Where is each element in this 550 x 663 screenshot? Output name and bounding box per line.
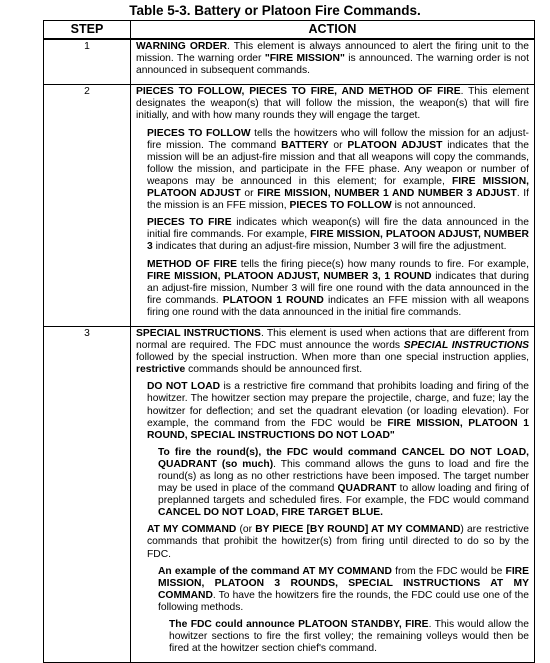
text-run: followed by the special instruction. When more than one special instruction applies,	[136, 352, 529, 364]
table-row	[44, 85, 535, 327]
table-row	[44, 39, 535, 85]
action-cell	[131, 39, 535, 85]
bold-text-run: SPECIAL INSTRUCTIONS	[403, 340, 529, 352]
action-cell	[131, 85, 535, 327]
bold-text-run: BATTERY	[281, 139, 329, 151]
action-paragraph	[147, 381, 529, 441]
action-paragraph	[158, 566, 529, 614]
bold-text-run: PLATOON 1 ROUND	[222, 294, 324, 306]
text-run: ) are restrictive commands that prohibit the howitzer(s) from firing until directed to do so by the FDC.	[147, 524, 530, 560]
text-run: is not announced.	[391, 200, 476, 212]
text-run: indicates that during an adjust-fire mission, Number 3 will fire the adjustment.	[152, 241, 507, 253]
action-column-header: ACTION	[131, 21, 535, 40]
text-run: indicates which weapon(s) will fire the data announced in the initial fire commands. For example,	[147, 217, 530, 241]
text-run: . This element designates the weapon(s) that will follow the mission, the weapon(s) that will fire initially, and with how many rounds they will engage the target.	[136, 86, 529, 122]
bold-text-run: QUADRANT	[337, 483, 397, 495]
text-run: tells the firing piece(s) how many rounds to fire. For example,	[237, 258, 529, 270]
text-run: . If the mission is an FFE mission,	[147, 188, 530, 212]
text-run: . This element is used when actions that are different from normal are required. The FDC must announce the words	[136, 327, 530, 352]
table-header-row	[44, 21, 535, 40]
action-paragraph	[147, 524, 529, 560]
text-run: is a restrictive fire command that prohibits loading and firing of the howitzer. The howitzer section may prepare the projectile, charge, and fuze; lay the howitzer for deflection; and set the quadrant elevation (or loading elevation). For example, the command from the FDC would be	[147, 381, 530, 429]
fire-commands-table	[43, 20, 535, 663]
text-run: tells the howitzers who will follow the mission for an adjust-fire mission. The command	[147, 127, 529, 151]
text-run: is announced. The warning order is not announced in subsequent commands.	[136, 53, 529, 77]
bold-text-run: SPECIAL INSTRUCTIONS	[136, 327, 261, 339]
action-paragraph	[136, 86, 529, 122]
text-run: commands should be announced first.	[185, 364, 363, 376]
text-run: . This element is always announced to alert the firing unit to the mission. The warning order	[136, 41, 530, 65]
bold-text-run: BY PIECE [BY ROUND] AT MY COMMAND	[255, 524, 461, 536]
bold-text-run: PIECES TO FIRE	[147, 217, 232, 229]
step-column-header: STEP	[44, 21, 131, 40]
text-run: from the FDC would be	[391, 565, 506, 577]
text-run: indicates that during an adjust-fire mission, Number 3 will fire one round with the data announced in the fire commands.	[147, 270, 529, 306]
bold-text-run: FIRE MISSION, PLATOON ADJUST, NUMBER 3	[147, 229, 529, 253]
bold-text-run: METHOD OF FIRE	[147, 258, 237, 270]
bold-text-run: DO NOT LOAD	[147, 381, 221, 393]
bold-text-run: FIRE MISSION, PLATOON 1 ROUND, SPECIAL INSTRUCTIONS DO NOT LOAD"	[147, 417, 529, 441]
step-number: 1	[44, 39, 131, 85]
step-number: 2	[44, 85, 131, 327]
action-paragraph	[147, 128, 529, 213]
text-run: . This would allow the howitzer sections to fire the first volley; the remaining volleys would then be fired at the howitzer section chief's command.	[169, 619, 529, 655]
action-cell	[131, 326, 535, 662]
text-run: . This command allows the guns to load and fire the round(s) as long as no other restrictions have been imposed. The target number may be used in place of the command	[158, 458, 529, 495]
bold-text-run: PIECES TO FOLLOW	[289, 200, 392, 212]
action-paragraph	[147, 217, 529, 253]
text-run: . To have the howitzers fire the rounds, the FDC could use one of the following methods.	[158, 589, 529, 613]
action-paragraph	[147, 259, 529, 319]
text-run: indicates that the mission will be an adjust-fire mission and that all weapons will copy the commands, follow the mission, and participate in the FFE phase. Any weapon or number of weapons may be announced in this element; for example,	[147, 139, 529, 187]
table-title: Table 5-3. Battery or Platoon Fire Commands.	[129, 3, 421, 18]
action-paragraph	[136, 41, 529, 77]
text-run: or	[328, 139, 348, 151]
action-paragraph	[158, 447, 529, 520]
bold-text-run: "FIRE MISSION"	[264, 53, 345, 65]
bold-text-run: CANCEL DO NOT LOAD, FIRE TARGET BLUE.	[158, 507, 384, 519]
text-run: (or	[236, 524, 256, 536]
bold-text-run: AT MY COMMAND	[147, 524, 237, 536]
bold-text-run: FIRE MISSION, PLATOON ADJUST	[147, 175, 529, 200]
bold-text-run: FIRE MISSION, PLATOON ADJUST, NUMBER 3, 1 ROUND	[147, 270, 432, 282]
bold-text-run: restrictive	[136, 364, 186, 376]
bold-text-run: PIECES TO FOLLOW, PIECES TO FIRE, AND METHOD OF FIRE	[136, 86, 461, 98]
action-paragraph	[136, 328, 529, 376]
text-run: to allow loading and firing of preplanned targets and scheduled fires. For example, the FDC would command	[158, 483, 529, 507]
text-run: indicates an FFE mission with all weapons firing one round with the data announced in the initial fire commands.	[147, 294, 529, 318]
text-run: or	[240, 188, 258, 200]
bold-text-run: PLATOON ADJUST	[347, 139, 443, 151]
bold-text-run: WARNING ORDER	[136, 41, 228, 52]
bold-text-run: An example of the command AT MY COMMAND	[158, 565, 392, 577]
bold-text-run: To fire the round(s), the FDC would command CANCEL DO NOT LOAD, QUADRANT (so much)	[158, 446, 529, 470]
bold-text-run: FIRE MISSION, NUMBER 1 AND NUMBER 3 ADJUST	[257, 188, 517, 200]
action-paragraph	[169, 619, 529, 655]
bold-text-run: FIRE MISSION, PLATOON 3 ROUNDS, SPECIAL INSTRUCTIONS AT MY COMMAND	[158, 565, 529, 601]
table-row	[44, 326, 535, 662]
step-number: 3	[44, 326, 131, 662]
bold-text-run: PIECES TO FOLLOW	[147, 127, 251, 139]
bold-text-run: The FDC could announce PLATOON STANDBY, FIRE	[169, 619, 429, 631]
